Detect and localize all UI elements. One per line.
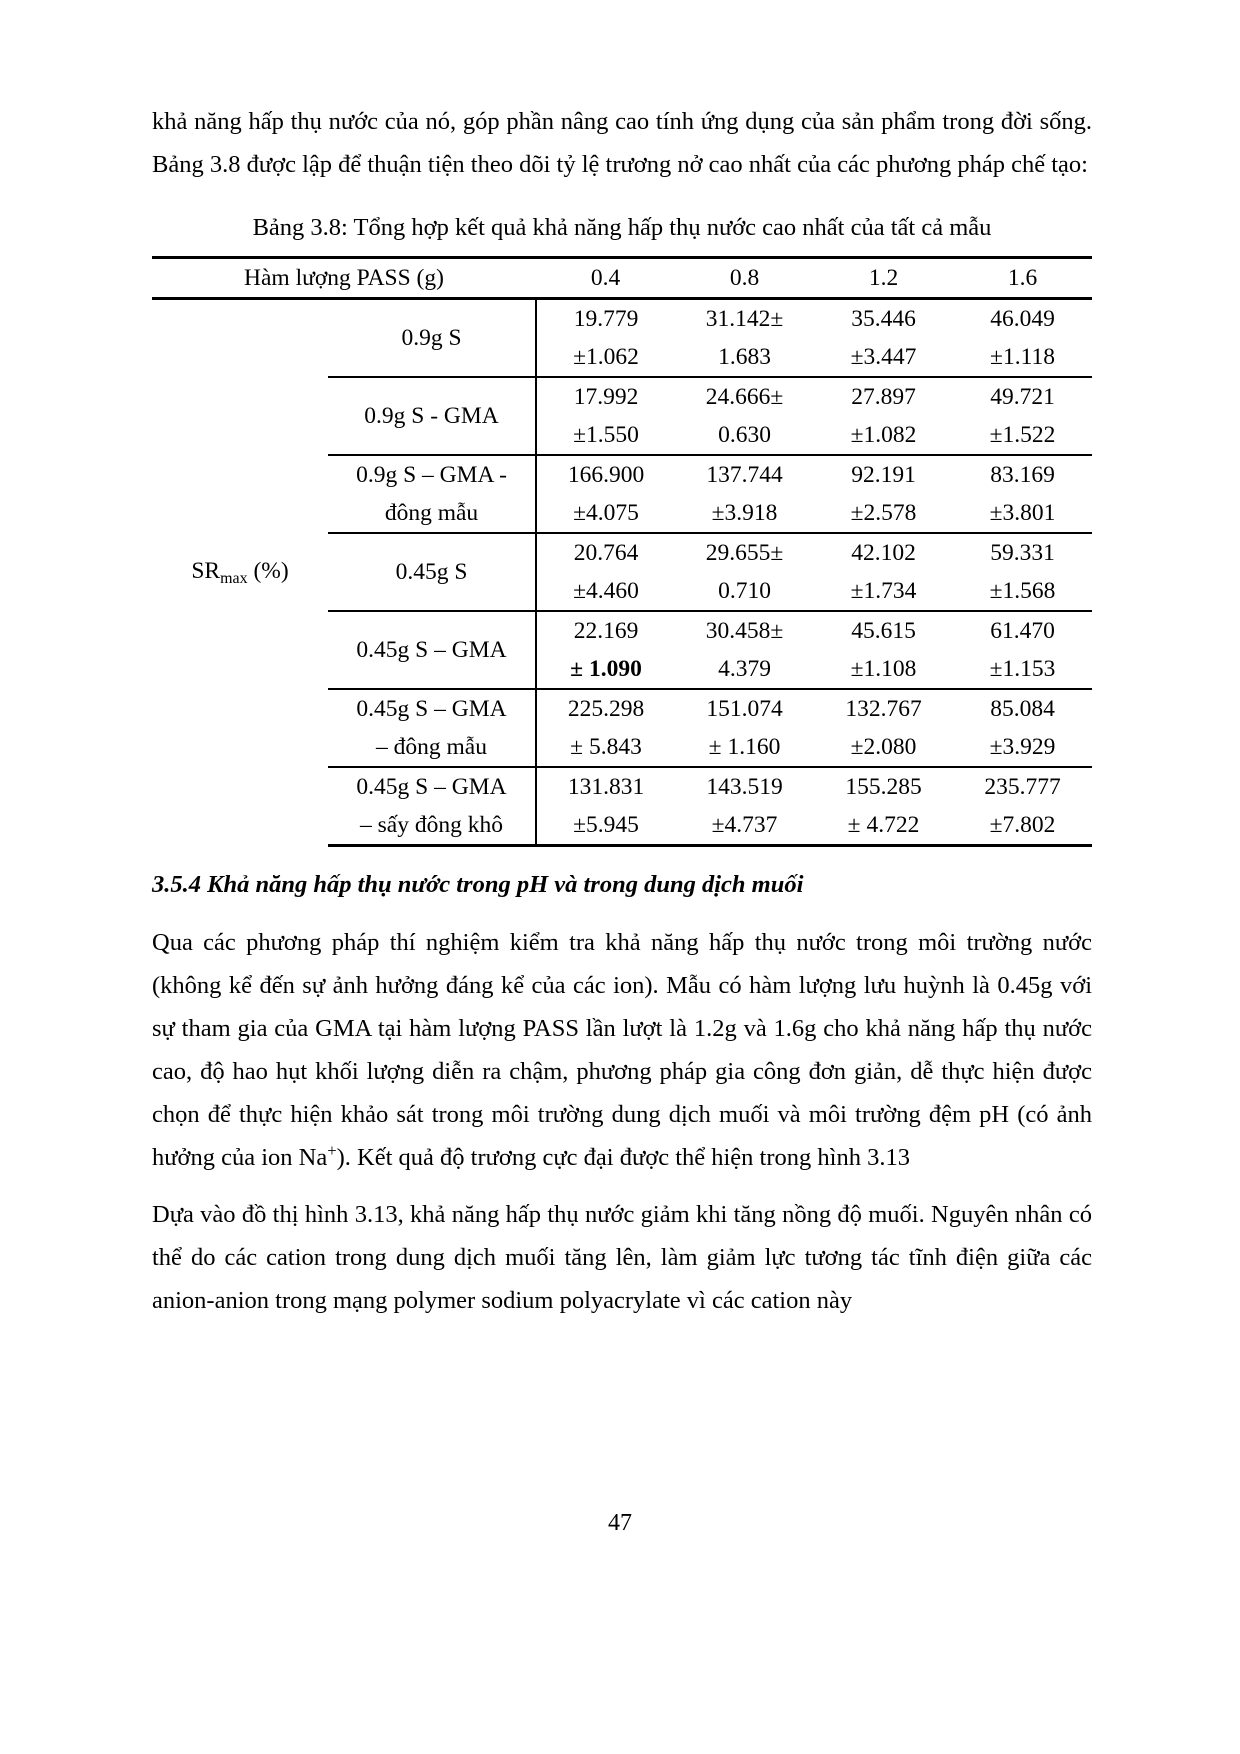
cell-sd: ±4.737 (675, 806, 814, 846)
cell-sd: ± 5.843 (570, 734, 642, 760)
cell-sd: ±1.522 (989, 422, 1056, 448)
table-row (152, 299, 1092, 339)
cell-sd: ±1.082 (850, 422, 917, 448)
cell-sd: 4.379 (718, 656, 771, 682)
cell-sd: ±1.568 (989, 578, 1056, 604)
sample-name-line1: 0.9g S - GMA (364, 403, 499, 429)
cell-sd: ±2.578 (850, 500, 917, 526)
table-header-row (152, 258, 1092, 299)
cell-sd: ± 1.160 (708, 734, 781, 760)
section-paragraph-1 (152, 921, 1092, 1179)
cell-sd: ±4.460 (573, 578, 639, 604)
cell-mean: 61.470 (953, 611, 1092, 650)
sample-name-line1: 0.9g S (401, 325, 462, 351)
cell-mean: 29.655± (675, 533, 814, 572)
cell-mean: 166.900 (536, 455, 675, 494)
cell-sd: ±3.929 (989, 734, 1056, 760)
cell-mean: 155.285 (814, 767, 953, 806)
cell-mean: 225.298 (536, 689, 675, 728)
cell-sd: ± 4.722 (814, 806, 953, 846)
header-label-cell: Hàm lượng PASS (g) (152, 258, 536, 299)
page-content (152, 100, 1092, 1336)
sample-name-line1: 0.9g S – GMA - (328, 455, 536, 494)
header-col-0: 0.4 (536, 258, 675, 299)
cell-mean: 49.721 (953, 377, 1092, 416)
sample-name-line2: đông mẫu (328, 494, 536, 533)
row-group-label-unit: (%) (247, 558, 289, 585)
row-group-label (152, 299, 328, 846)
cell-mean: 45.615 (814, 611, 953, 650)
row-group-label-text: SR (191, 558, 221, 585)
section-paragraph-2: Dựa vào đồ thị hình 3.13, khả năng hấp thụ nước giảm khi tăng nồng độ muối. Nguyên nhân có thể do các cation trong dung dịch muối tăng lên, làm giảm lực tương tác tĩnh điện giữa các anion-anion trong mạng polymer sodium polyacrylate vì các cation này (152, 1201, 1092, 1314)
sample-name-line1: 0.45g S – GMA (328, 767, 536, 806)
cell-mean: 92.191 (814, 455, 953, 494)
cell-sd: ±1.062 (573, 344, 639, 370)
row-group-label-sub: max (220, 570, 248, 588)
cell-mean: 85.084 (953, 689, 1092, 728)
cell-sd: 0.710 (718, 578, 771, 604)
paragraph-part-1: Qua các phương pháp thí nghiệm kiểm tra khả năng hấp thụ nước trong môi trường nước (không kể đến sự ảnh hưởng đáng kể của các ion). Mẫu có hàm lượng lưu huỳnh là 0.45g với sự tham gia của GMA tại hàm lượng PASS lần lượt là 1.2g và 1.6g cho khả năng hấp thụ nước cao, độ hao hụt khối lượng diễn ra chậm, phương pháp gia công đơn giản, dễ thực hiện được chọn để thực hiện khảo sát trong môi trường dung dịch muối và môi trường đệm pH (có ảnh hưởng của ion Na (152, 929, 1092, 1171)
cell-mean: 132.767 (814, 689, 953, 728)
cell-mean: 235.777 (953, 767, 1092, 806)
sample-name-line1: 0.45g S (395, 559, 468, 585)
cell-mean: 137.744 (675, 455, 814, 494)
page-number: 47 (608, 1510, 632, 1536)
header-col-3: 1.6 (953, 258, 1092, 299)
table-caption: Bảng 3.8: Tổng hợp kết quả khả năng hấp thụ nước cao nhất của tất cả mẫu (252, 214, 992, 241)
cell-mean: 20.764 (536, 533, 675, 572)
cell-sd: ±7.802 (953, 806, 1092, 846)
cell-sd: ± 1.090 (570, 656, 642, 682)
cell-mean: 46.049 (953, 299, 1092, 339)
cell-sd: ±5.945 (536, 806, 675, 846)
section-heading: 3.5.4 Khả năng hấp thụ nước trong pH và trong dung dịch muối (152, 871, 804, 898)
cell-mean: 59.331 (953, 533, 1092, 572)
cell-mean: 22.169 (536, 611, 675, 650)
header-col-2: 1.2 (814, 258, 953, 299)
cell-mean: 17.992 (536, 377, 675, 416)
sample-name (328, 377, 536, 455)
cell-mean: 31.142± (675, 299, 814, 339)
cell-mean: 27.897 (814, 377, 953, 416)
sample-name-line2: – sấy đông khô (328, 806, 536, 846)
cell-sd: ±3.918 (711, 500, 778, 526)
cell-sd: ±1.118 (990, 344, 1055, 370)
paragraph-part-2: ). Kết quả độ trương cực đại được thể hiện trong hình 3.13 (336, 1144, 910, 1171)
cell-mean: 143.519 (675, 767, 814, 806)
cell-sd: ±1.550 (573, 422, 639, 448)
sample-name-line2: – đông mẫu (328, 728, 536, 767)
cell-mean: 30.458± (675, 611, 814, 650)
intro-paragraph: khả năng hấp thụ nước của nó, góp phần nâng cao tính ứng dụng của sản phẩm trong đời sống. Bảng 3.8 được lập để thuận tiện theo dõi tỷ lệ trương nở cao nhất của các phương pháp chế tạo: (152, 108, 1092, 178)
cell-sd: ±1.734 (850, 578, 917, 604)
cell-sd: ±2.080 (850, 734, 917, 760)
sample-name-line1: 0.45g S – GMA (328, 689, 536, 728)
cell-sd: 0.630 (718, 422, 771, 448)
cell-sd: ±3.801 (989, 500, 1056, 526)
sample-name (328, 299, 536, 378)
cell-sd: ±4.075 (573, 500, 639, 526)
cell-mean: 131.831 (536, 767, 675, 806)
results-table (152, 256, 1092, 847)
cell-sd: ±1.108 (850, 656, 917, 682)
cell-sd: ±1.153 (989, 656, 1056, 682)
cell-mean: 19.779 (536, 299, 675, 339)
sample-name-line1: 0.45g S – GMA (356, 637, 507, 663)
sample-name (328, 533, 536, 611)
sample-name (328, 611, 536, 689)
header-col-1: 0.8 (675, 258, 814, 299)
ion-charge-superscript: + (327, 1140, 337, 1160)
cell-mean: 151.074 (675, 689, 814, 728)
cell-sd: 1.683 (718, 344, 771, 370)
cell-sd: ±3.447 (850, 344, 917, 370)
cell-mean: 35.446 (814, 299, 953, 339)
cell-mean: 83.169 (953, 455, 1092, 494)
cell-mean: 42.102 (814, 533, 953, 572)
cell-mean: 24.666± (675, 377, 814, 416)
